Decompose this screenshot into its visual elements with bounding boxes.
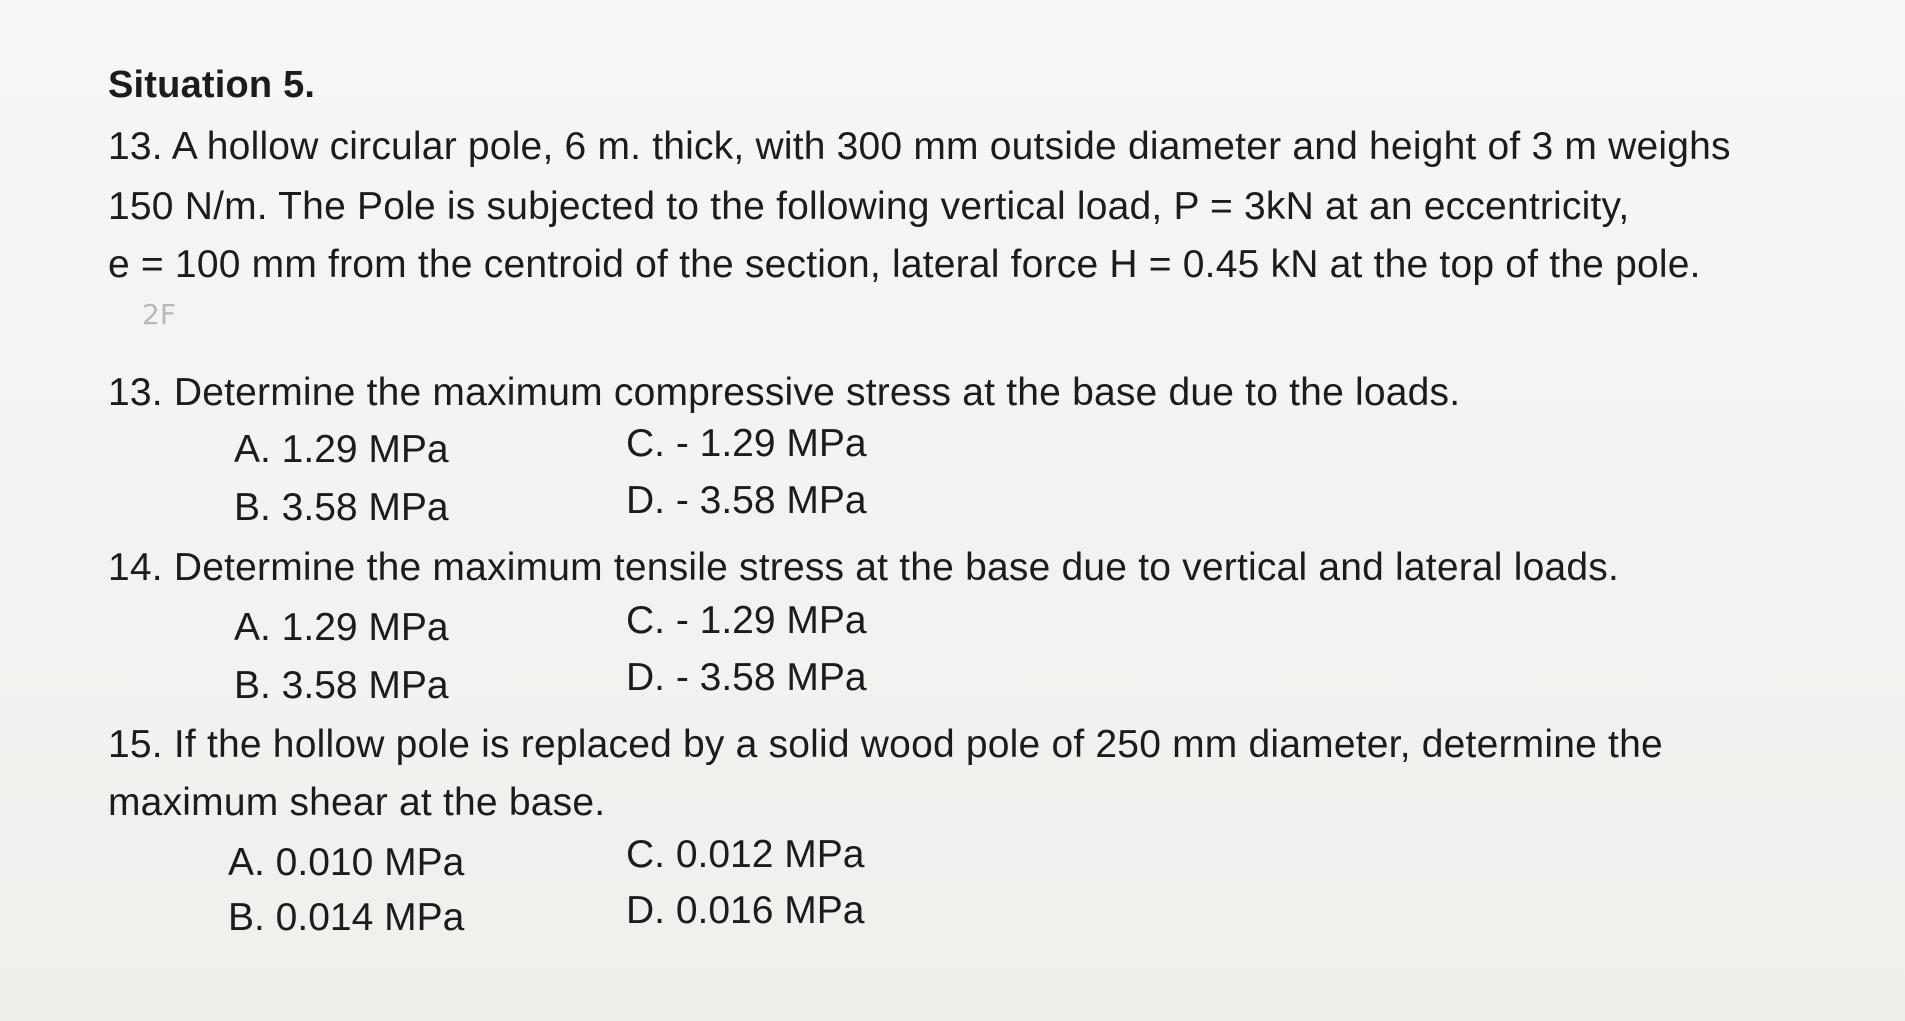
problem-text-line-3: e = 100 mm from the centroid of the section, lateral force H = 0.45 kN at the top of the pole. <box>108 243 1701 286</box>
question-13-option-d: D. - 3.58 MPa <box>626 479 867 522</box>
question-15-text-line-1: 15. If the hollow pole is replaced by a solid wood pole of 250 mm diameter, determine the <box>108 723 1663 766</box>
question-15-option-d: D. 0.016 MPa <box>626 889 865 932</box>
question-13-option-b: B. 3.58 MPa <box>234 486 449 529</box>
question-14-option-a: A. 1.29 MPa <box>234 606 449 649</box>
situation-title: Situation 5. <box>108 64 316 106</box>
problem-text-line-2: 150 N/m. The Pole is subjected to the following vertical load, P = 3kN at an eccentricity, <box>108 185 1630 228</box>
question-14-text: 14. Determine the maximum tensile stress at the base due to vertical and lateral loads. <box>108 546 1619 589</box>
question-15-option-c: C. 0.012 MPa <box>626 833 865 876</box>
question-14-option-b: B. 3.58 MPa <box>234 664 449 707</box>
question-15-option-b: B. 0.014 MPa <box>228 896 465 939</box>
question-13-text: 13. Determine the maximum compressive stress at the base due to the loads. <box>108 371 1461 414</box>
handwritten-scribble: 2F <box>142 298 176 331</box>
question-13-option-a: A. 1.29 MPa <box>234 428 449 471</box>
question-14-option-d: D. - 3.58 MPa <box>626 656 867 699</box>
problem-text-line-1: 13. A hollow circular pole, 6 m. thick, with 300 mm outside diameter and height of 3 m weighs <box>108 125 1731 168</box>
question-15-option-a: A. 0.010 MPa <box>228 841 465 884</box>
question-15-text-line-2: maximum shear at the base. <box>108 781 606 824</box>
question-13-option-c: C. - 1.29 MPa <box>626 422 867 465</box>
question-14-option-c: C. - 1.29 MPa <box>626 599 867 642</box>
